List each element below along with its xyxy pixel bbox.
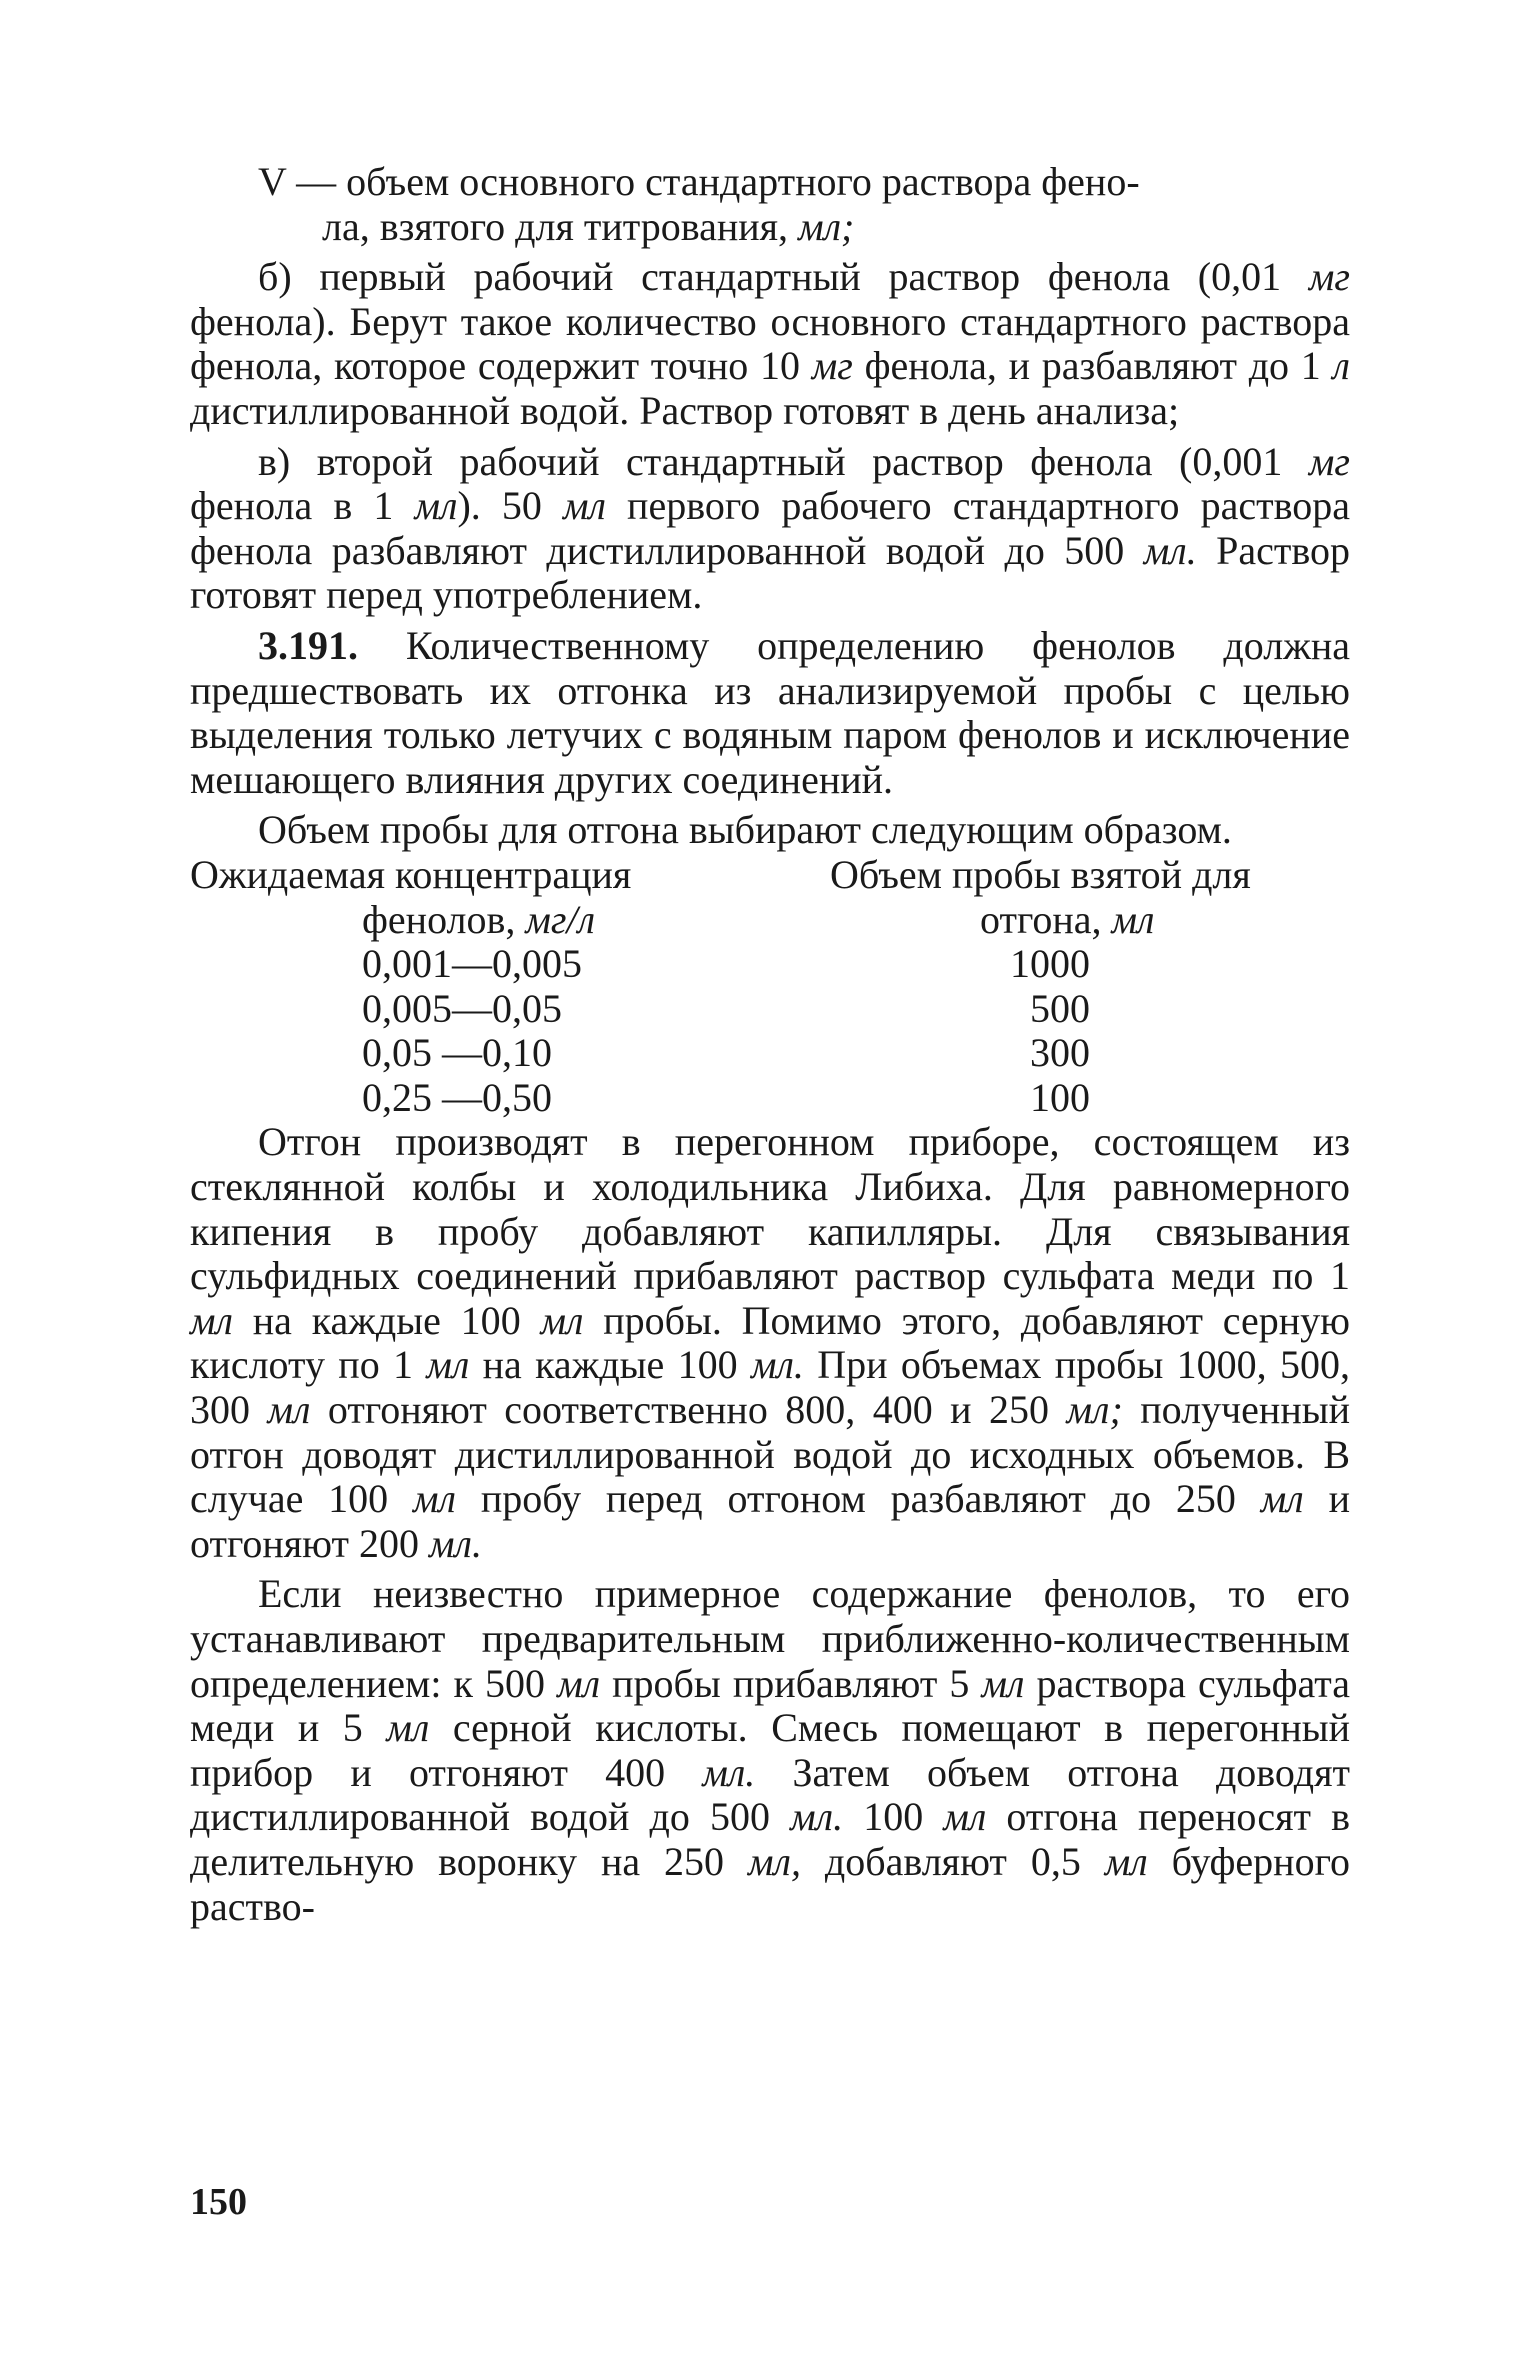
text: пробы. Помимо этого, добавляют серную кислоту по 1 [190, 1297, 1351, 1388]
text: на каждые 100 [469, 1342, 751, 1388]
section-text: Количественному определению фенолов должна предшествовать их отгонка из анализируемой пробы с целью выделения только летучих с водяным паром фенолов и исключение мешающего влияния других соединений. [190, 622, 1350, 802]
table-row [190, 942, 1350, 987]
header-volume-unit [830, 898, 1350, 943]
text: При объемах пробы 1000, 500, 300 [190, 1342, 1350, 1433]
text: серной кислоты. Смесь помещают в перегонный прибор и отгоняют 400 [190, 1705, 1351, 1795]
unit: мл. [702, 1749, 756, 1795]
definition-text-cont: ла, взятого для титрования, [322, 203, 799, 249]
unit: л [1332, 343, 1350, 389]
section-number: 3.191. [258, 622, 358, 668]
text: Затем объем отгона доводят дистиллированной водой до 500 [190, 1749, 1350, 1840]
table-header-row-1 [190, 853, 1350, 898]
definition-line-1 [190, 160, 1350, 205]
header-volume: Объем пробы взятой для [830, 851, 1251, 897]
header-concentration-unit [190, 898, 830, 943]
definition-line-2 [190, 205, 1350, 250]
concentration-cell: 0,005—0,05 [362, 985, 562, 1031]
unit: мл [943, 1794, 987, 1840]
text: и отгоняют 200 [190, 1476, 1351, 1566]
body-text [190, 160, 1350, 1929]
text: Если неизвестно примерное содержание фенолов, то его устанавливают предварительным приближенно-количественным определением: к 500 [190, 1571, 1350, 1706]
paragraph-distillation [190, 1120, 1350, 1566]
unit: мл. [750, 1342, 804, 1388]
text: отгона, [980, 896, 1112, 942]
unit: мл [386, 1705, 430, 1751]
table-row [190, 1076, 1350, 1121]
unit: мг [1308, 438, 1350, 484]
paragraph-v [190, 440, 1350, 618]
volume-cell: 300 [1030, 1030, 1090, 1076]
unit: мл [190, 1297, 233, 1343]
volume-cell: 500 [1030, 985, 1090, 1031]
definition-text: V — объем основного стандартного раствора фено- [258, 159, 1140, 204]
unit: мл [981, 1660, 1025, 1706]
table-row [190, 987, 1350, 1032]
unit: мл [557, 1660, 601, 1706]
unit: мл; [1066, 1387, 1123, 1433]
text: отгона переносят в делительную воронку на 250 [190, 1794, 1351, 1884]
unit: мг [1308, 254, 1350, 300]
table-row [190, 1031, 1350, 1076]
unit: мл [413, 1476, 456, 1522]
paragraph-preliminary [190, 1572, 1350, 1929]
text: на каждые 100 [232, 1297, 541, 1343]
unit: мл [267, 1387, 311, 1433]
unit: мл [1104, 1838, 1148, 1884]
unit: мл [540, 1297, 584, 1343]
text: 100 [843, 1794, 944, 1840]
volume-cell: 1000 [1010, 941, 1090, 987]
volume-cell: 100 [1030, 1074, 1090, 1120]
text: отгоняют соответственно 800, 400 и 250 [310, 1387, 1067, 1433]
text: пробы прибавляют 5 [600, 1660, 982, 1706]
text: раствора сульфата меди и 5 [190, 1660, 1350, 1751]
text: первого рабочего стандартного раствора фенола разбавляют дистиллированной водой до 500 [190, 483, 1350, 573]
text: дистиллированной водой. Раствор готовят в день анализа; [190, 387, 1180, 433]
sample-volume-table [190, 853, 1350, 1121]
text: фенола, и разбавляют до 1 [852, 343, 1333, 389]
text: полученный отгон доводят дистиллированной водой до исходных объемов. В случае 100 [190, 1387, 1351, 1522]
text: буферного раство- [190, 1838, 1350, 1929]
unit: мл, [747, 1838, 801, 1884]
header-concentration: Ожидаемая концентрация [190, 851, 632, 897]
unit: мг [811, 343, 853, 389]
text: Объем пробы для отгона выбирают следующим образом. [258, 807, 1232, 853]
concentration-cell: 0,05 —0,10 [362, 1030, 552, 1076]
section-3-191 [190, 624, 1350, 802]
unit: мл. [429, 1520, 482, 1566]
unit: мл [1260, 1476, 1304, 1522]
unit: мл. [790, 1794, 844, 1840]
paragraph-volume [190, 808, 1350, 853]
unit: мл [426, 1342, 470, 1388]
paragraph-b [190, 255, 1350, 433]
page-number: 150 [190, 2181, 247, 2223]
text: фенолов, [362, 896, 526, 942]
text: пробу перед отгоном разбавляют до 250 [456, 1476, 1261, 1522]
concentration-cell: 0,25 —0,50 [362, 1074, 552, 1120]
text: в) второй рабочий стандартный раствор фенола (0,001 [258, 438, 1309, 484]
table-header-row-2 [190, 898, 1350, 943]
text: фенола). Берут такое количество основного стандартного раствора фенола, которое содержит точно 10 [190, 298, 1350, 389]
unit: мл [562, 483, 606, 529]
text: добавляют 0,5 [800, 1838, 1105, 1884]
unit: мл [1111, 896, 1155, 942]
concentration-cell: 0,001—0,005 [362, 941, 582, 987]
text: Отгон производят в перегонном приборе, состоящем из стеклянной колбы и холодильника Либиха. Для равномерного кипения в пробу добавляют капилляры. Для связывания сульфидных соединений прибавляют раствор сульфата меди по 1 [190, 1119, 1350, 1299]
text: б) первый рабочий стандартный раствор фенола (0,01 [258, 254, 1309, 300]
text: ). 50 [457, 483, 563, 529]
unit: мг/л [525, 896, 596, 942]
unit: мл [414, 483, 458, 529]
text: фенола в 1 [190, 483, 415, 529]
text: Раствор готовят перед употреблением. [190, 527, 1350, 618]
unit: мл. [1143, 527, 1197, 573]
unit: мл; [798, 203, 855, 249]
